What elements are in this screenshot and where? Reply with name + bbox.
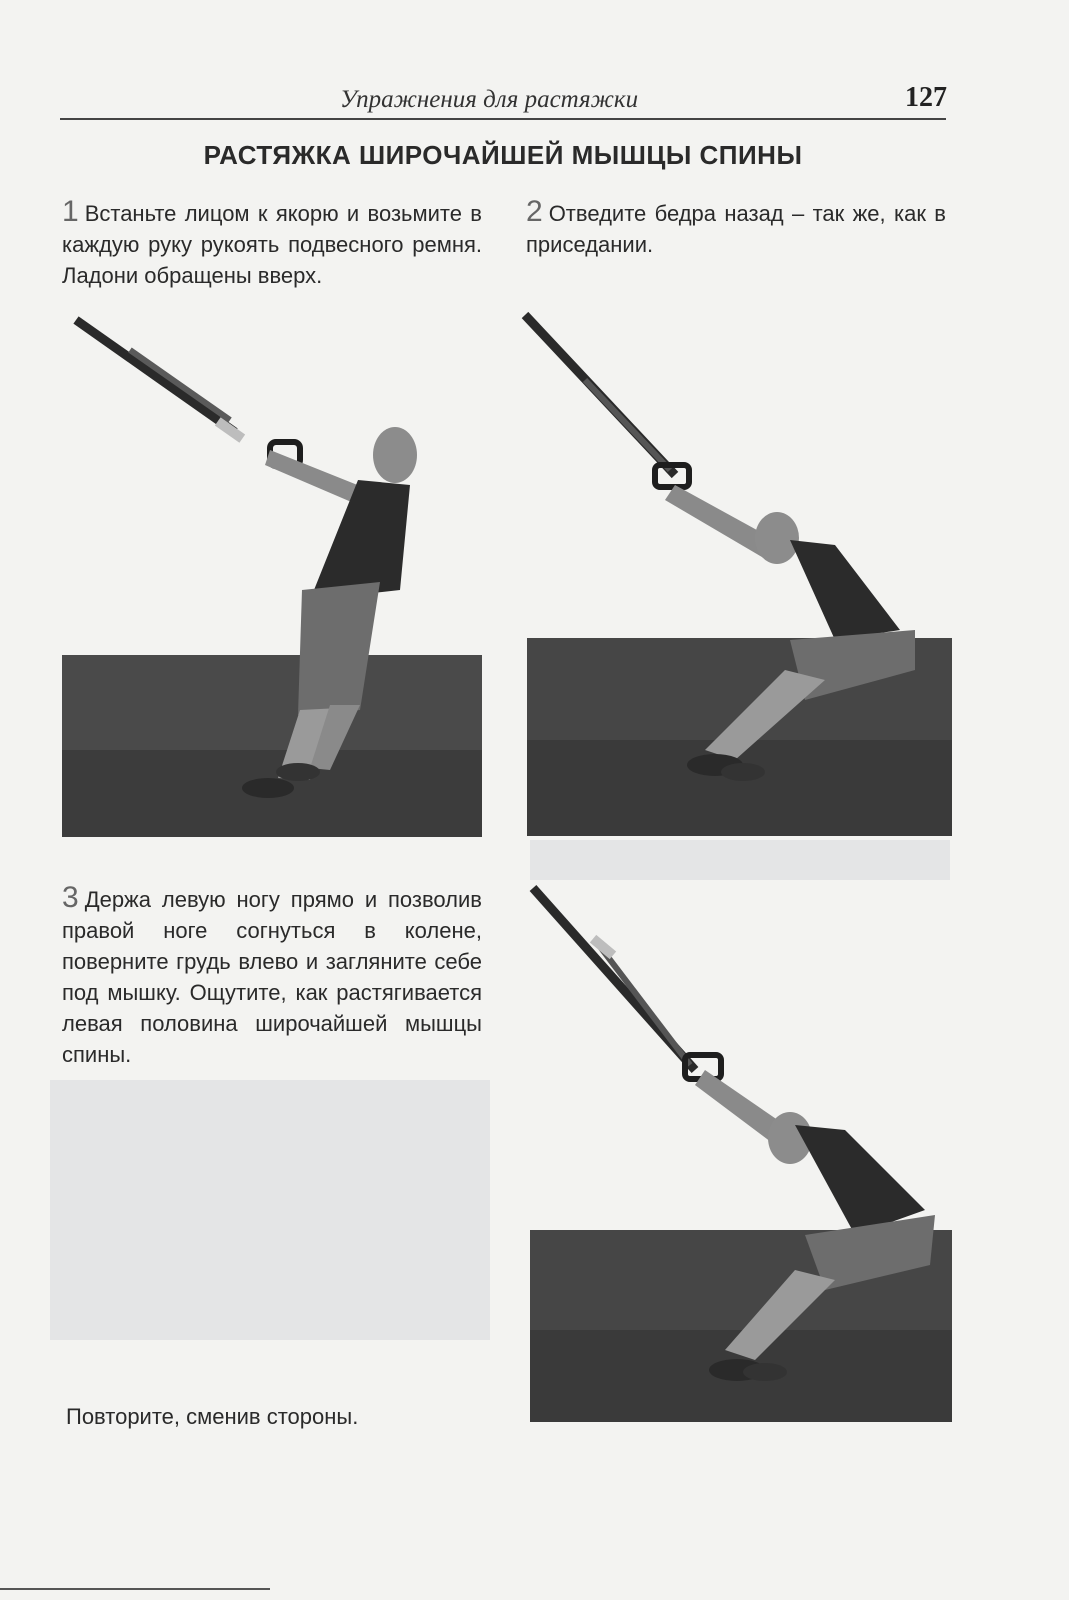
step-1-number: 1 [62, 195, 79, 228]
photo-step-3 [505, 880, 955, 1425]
step-2-number: 2 [526, 195, 543, 228]
step-1-instruction [62, 196, 482, 291]
page-number: 127 [905, 82, 947, 113]
step-3-instruction [62, 882, 482, 1070]
photo-step-1 [40, 310, 485, 840]
photo-step-2 [505, 310, 955, 840]
running-header-title: Упражнения для растяжки [340, 86, 639, 113]
step-1-text: Встаньте лицом к якорю и возьмите в каждую руку рукоять подвесного ремня. Ладони обращены вверх. [62, 201, 482, 288]
step-3-text: Держа левую ногу прямо и позволив правой ноге согнуться в колене, поверните грудь влево и загляните себе под мышку. Ощутите, как растягивается левая половина широчайшей мышцы спины. [62, 887, 482, 1067]
step-2-instruction [526, 196, 946, 260]
repeat-instruction: Повторите, сменив стороны. [66, 1404, 359, 1429]
section-title: РАСТЯЖКА ШИРОЧАЙШЕЙ МЫШЦЫ СПИНЫ [203, 140, 803, 170]
header-rule [60, 118, 946, 120]
footnote-rule [0, 1588, 270, 1590]
bleed-through-shadow [50, 1080, 490, 1340]
step-2-text: Отведите бедра назад – так же, как в приседании. [526, 201, 946, 257]
step-3-number: 3 [62, 881, 79, 914]
